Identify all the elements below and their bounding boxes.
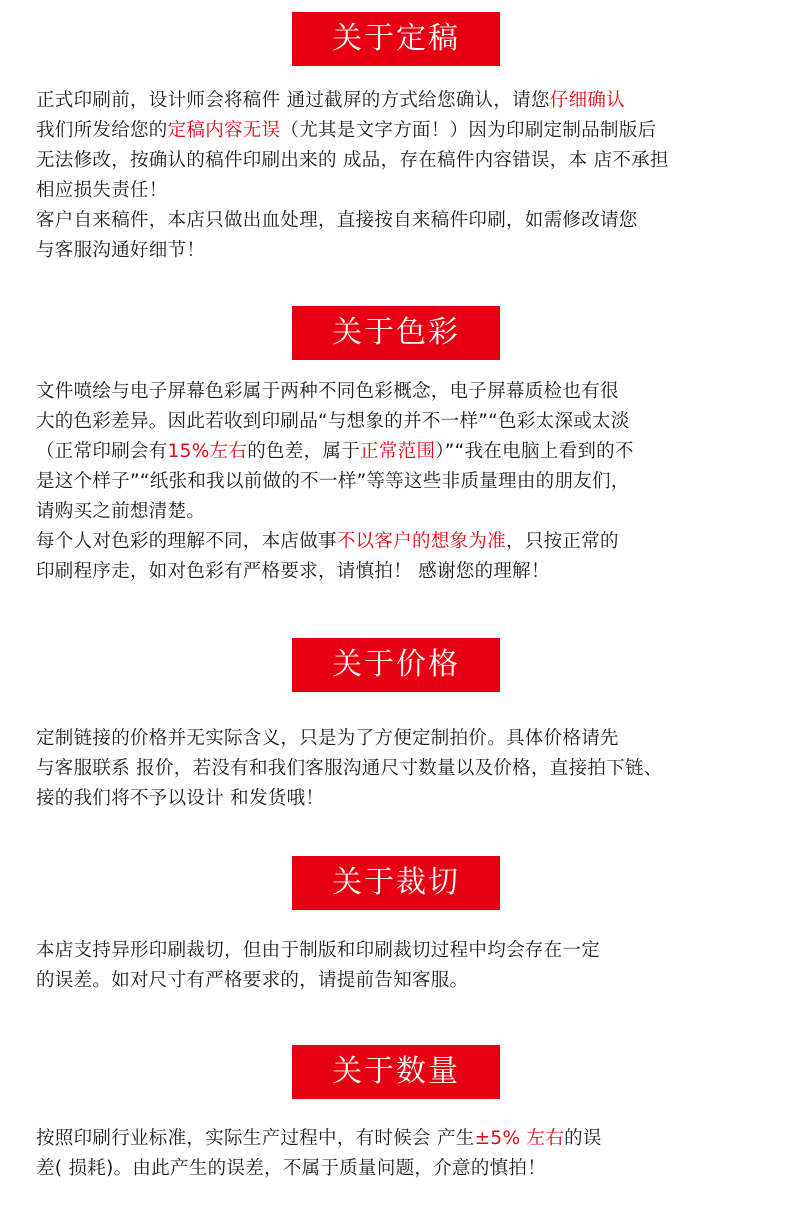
body-text: 按照印刷行业标准，实际生产过程中，有时候会 产生 [36, 1128, 475, 1149]
section-header: 关于定稿 [292, 12, 500, 66]
body-text: 与客服沟通好细节！ [36, 240, 206, 261]
text-line [36, 407, 756, 437]
highlight-text: 15%左右 [167, 441, 248, 462]
body-text: （尤其是文字方面！）因为印刷定制品制版后 [280, 120, 657, 141]
text-line [36, 724, 756, 754]
body-text: 是这个样子”“纸张和我以前做的不一样”等等这些非质量理由的朋友们， [36, 471, 630, 492]
body-text: 无法修改，按确认的稿件印刷出来的 成品，存在稿件内容错误，本 店不承担 [36, 150, 669, 171]
body-text: 的色差，属于 [247, 441, 361, 462]
section-body [36, 724, 756, 814]
highlight-text: 仔细确认 [549, 90, 625, 111]
body-text: 的误 [564, 1128, 602, 1149]
body-text: 的误差。如对尺寸有严格要求的，请提前告知客服。 [36, 970, 469, 991]
text-line [36, 116, 756, 146]
text-line [36, 754, 756, 784]
text-line [36, 527, 756, 557]
section-body [36, 936, 756, 996]
text-line [36, 206, 756, 236]
highlight-text: 正常范围 [360, 441, 436, 462]
body-text: 请购买之前想清楚。 [36, 501, 206, 522]
text-line [36, 377, 756, 407]
section-body [36, 86, 756, 266]
section-header: 关于色彩 [292, 306, 500, 360]
text-line [36, 784, 756, 814]
section-header: 关于裁切 [292, 856, 500, 910]
body-text: 正式印刷前，设计师会将稿件 通过截屏的方式给您确认，请您 [36, 90, 550, 111]
text-line [36, 557, 756, 587]
text-line [36, 1154, 756, 1184]
text-line [36, 966, 756, 996]
text-line [36, 176, 756, 206]
body-text: 大的色彩差异。因此若收到印刷品“与想象的并不一样”“色彩太深或太淡 [36, 411, 630, 432]
body-text: （正常印刷会有 [36, 441, 168, 462]
section-body [36, 1124, 756, 1184]
text-line [36, 467, 756, 497]
text-line [36, 236, 756, 266]
body-text: 差( 损耗)。由此产生的误差，不属于质量问题，介意的慎拍！ [36, 1158, 547, 1179]
body-text: ）”“我在电脑上看到的不 [435, 441, 634, 462]
body-text: 与客服联系 报价，若没有和我们客服沟通尺寸数量以及价格，直接拍下链、 [36, 758, 663, 779]
text-line [36, 146, 756, 176]
body-text: ，只按正常的 [506, 531, 619, 552]
highlight-text: 不以客户的想象为准 [336, 531, 507, 552]
body-text: 相应损失责任！ [36, 180, 168, 201]
text-line [36, 936, 756, 966]
text-line [36, 1124, 756, 1154]
body-text: 客户自来稿件，本店只做出血处理，直接按自来稿件印刷，如需修改请您 [36, 210, 638, 231]
section-header: 关于价格 [292, 638, 500, 692]
section-body [36, 377, 756, 587]
highlight-text: ±5% 左右 [474, 1128, 565, 1149]
body-text: 每个人对色彩的理解不同，本店做事 [36, 531, 337, 552]
body-text: 文件喷绘与电子屏幕色彩属于两种不同色彩概念，电子屏幕质检也有很 [36, 381, 619, 402]
text-line [36, 497, 756, 527]
body-text: 印刷程序走，如对色彩有严格要求，请慎拍！ 感谢您的理解！ [36, 561, 550, 582]
highlight-text: 定稿内容无误 [167, 120, 281, 141]
text-line [36, 437, 756, 467]
text-line [36, 86, 756, 116]
body-text: 本店支持异形印刷裁切，但由于制版和印刷裁切过程中均会存在一定 [36, 940, 601, 961]
body-text: 定制链接的价格并无实际含义，只是为了方便定制拍价。具体价格请先 [36, 728, 619, 749]
body-text: 接的我们将不予以设计 和发货哦！ [36, 788, 325, 809]
section-header: 关于数量 [292, 1045, 500, 1099]
body-text: 我们所发给您的 [36, 120, 168, 141]
